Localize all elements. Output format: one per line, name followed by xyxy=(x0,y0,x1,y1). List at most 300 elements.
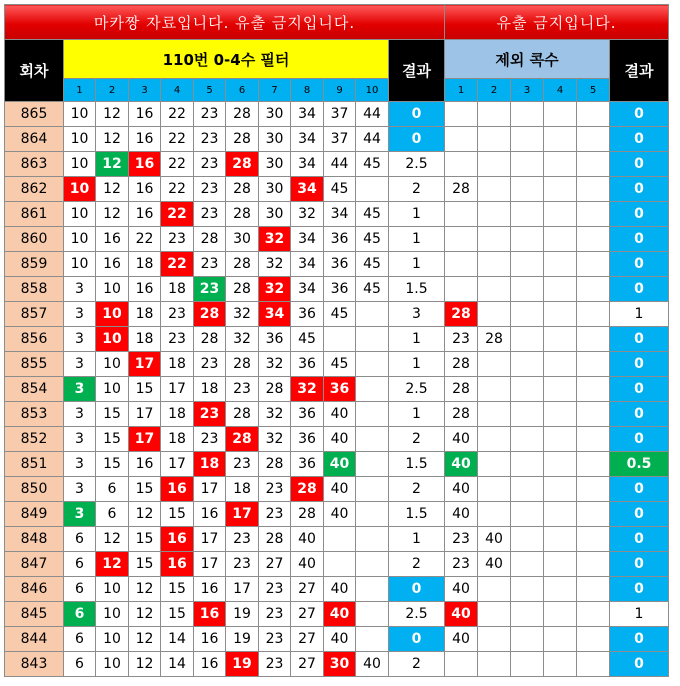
exclude-number-cell: 23 xyxy=(445,327,478,352)
exclude-number-cell xyxy=(544,202,577,227)
filter-number-cell: 40 xyxy=(324,502,356,527)
filter-number-cell: 12 xyxy=(96,127,129,152)
filter-number-cell: 34 xyxy=(291,177,324,202)
filter-number-cell: 16 xyxy=(129,277,161,302)
round-number: 861 xyxy=(5,202,64,227)
filter-number-cell: 10 xyxy=(64,177,96,202)
result2-cell: 0 xyxy=(610,627,669,652)
filter-number-cell: 34 xyxy=(291,152,324,177)
filter-number-cell xyxy=(356,352,389,377)
filter-number-cell xyxy=(356,627,389,652)
result2-cell: 0 xyxy=(610,152,669,177)
filter-number-cell: 34 xyxy=(259,302,291,327)
filter-number-cell: 36 xyxy=(259,327,291,352)
filter-number-cell: 16 xyxy=(194,627,226,652)
filter-number-cell: 23 xyxy=(259,602,291,627)
filter-number-cell: 10 xyxy=(64,252,96,277)
filter-number-cell: 28 xyxy=(291,477,324,502)
result-cell: 1 xyxy=(389,227,445,252)
filter-number-cell xyxy=(356,502,389,527)
filter-number-cell: 23 xyxy=(194,427,226,452)
filter-number-cell: 16 xyxy=(96,252,129,277)
filter-number-cell: 6 xyxy=(96,502,129,527)
exclude-number-cell xyxy=(544,352,577,377)
filter-number-cell: 10 xyxy=(64,127,96,152)
filter-number-cell: 32 xyxy=(226,327,259,352)
result-cell: 2 xyxy=(389,552,445,577)
result-cell: 0 xyxy=(389,627,445,652)
filter-number-cell: 36 xyxy=(291,452,324,477)
exclude-number-cell xyxy=(511,327,544,352)
filter-number-cell: 12 xyxy=(96,202,129,227)
exclude-number-cell xyxy=(544,127,577,152)
filter-number-cell: 18 xyxy=(194,377,226,402)
filter-number-cell: 44 xyxy=(356,102,389,127)
filter-number-cell: 30 xyxy=(259,202,291,227)
round-number: 855 xyxy=(5,352,64,377)
filter-number-cell: 36 xyxy=(291,352,324,377)
filter-col-number: 10 xyxy=(356,79,389,102)
table-row xyxy=(5,427,669,452)
exclude-number-cell: 28 xyxy=(445,177,478,202)
filter-number-cell: 22 xyxy=(161,252,194,277)
round-number: 857 xyxy=(5,302,64,327)
result2-cell: 0 xyxy=(610,527,669,552)
filter-number-cell: 44 xyxy=(356,127,389,152)
result2-cell: 0 xyxy=(610,127,669,152)
filter-number-cell: 45 xyxy=(291,327,324,352)
filter-number-cell: 6 xyxy=(64,627,96,652)
table-row xyxy=(5,327,669,352)
exclude-number-cell xyxy=(577,252,610,277)
table-row xyxy=(5,127,669,152)
result2-cell: 0 xyxy=(610,227,669,252)
filter-number-cell: 16 xyxy=(129,202,161,227)
filter-number-cell: 19 xyxy=(226,652,259,677)
filter-number-cell: 34 xyxy=(291,127,324,152)
filter-number-cell: 3 xyxy=(64,452,96,477)
exclude-number-cell xyxy=(478,402,511,427)
filter-number-cell: 23 xyxy=(259,652,291,677)
filter-number-cell: 15 xyxy=(161,602,194,627)
exclude-number-cell: 40 xyxy=(445,427,478,452)
filter-number-cell: 22 xyxy=(161,202,194,227)
result-cell: 1 xyxy=(389,252,445,277)
filter-number-cell: 3 xyxy=(64,277,96,302)
filter-number-cell: 27 xyxy=(291,652,324,677)
exclude-number-cell xyxy=(478,152,511,177)
filter-number-cell: 23 xyxy=(259,627,291,652)
exclude-number-cell xyxy=(577,627,610,652)
filter-number-cell: 40 xyxy=(356,652,389,677)
filter-number-cell xyxy=(356,602,389,627)
result-header: 결과 xyxy=(389,40,445,102)
exclude-number-cell xyxy=(478,452,511,477)
filter-number-cell: 40 xyxy=(324,627,356,652)
filter-number-cell: 15 xyxy=(129,552,161,577)
exclude-col-number: 5 xyxy=(577,79,610,102)
filter-number-cell: 34 xyxy=(324,202,356,227)
filter-number-cell: 19 xyxy=(226,602,259,627)
exclude-col-number: 4 xyxy=(544,79,577,102)
filter-number-cell: 28 xyxy=(226,102,259,127)
table-row xyxy=(5,452,669,477)
filter-number-cell xyxy=(356,527,389,552)
filter-number-cell: 36 xyxy=(291,402,324,427)
exclude-number-cell xyxy=(445,652,478,677)
filter-number-cell: 28 xyxy=(259,527,291,552)
round-header: 회차 xyxy=(5,40,64,102)
filter-number-cell xyxy=(356,477,389,502)
filter-number-cell: 23 xyxy=(194,252,226,277)
exclude-number-cell xyxy=(478,502,511,527)
filter-number-cell: 23 xyxy=(226,552,259,577)
filter-number-cell: 40 xyxy=(324,477,356,502)
filter-number-cell: 17 xyxy=(194,477,226,502)
result2-cell: 1 xyxy=(610,302,669,327)
result-cell: 2.5 xyxy=(389,152,445,177)
result2-cell: 0 xyxy=(610,252,669,277)
filter-number-cell: 18 xyxy=(161,427,194,452)
result2-cell: 0 xyxy=(610,377,669,402)
exclude-number-cell xyxy=(544,577,577,602)
filter-col-number: 6 xyxy=(226,79,259,102)
round-number: 843 xyxy=(5,652,64,677)
filter-number-cell: 36 xyxy=(324,377,356,402)
filter-number-cell: 32 xyxy=(226,302,259,327)
filter-number-cell: 12 xyxy=(129,502,161,527)
exclude-number-cell xyxy=(577,377,610,402)
filter-number-cell: 10 xyxy=(96,377,129,402)
round-number: 862 xyxy=(5,177,64,202)
result2-cell: 1 xyxy=(610,602,669,627)
exclude-col-number: 3 xyxy=(511,79,544,102)
filter-number-cell: 22 xyxy=(129,227,161,252)
exclude-number-cell xyxy=(511,477,544,502)
filter-number-cell: 16 xyxy=(129,102,161,127)
filter-number-cell xyxy=(356,552,389,577)
exclude-number-cell xyxy=(445,227,478,252)
filter-number-cell: 17 xyxy=(161,377,194,402)
exclude-number-cell xyxy=(511,602,544,627)
exclude-number-cell xyxy=(511,402,544,427)
filter-number-cell: 17 xyxy=(194,552,226,577)
filter-number-cell: 36 xyxy=(324,277,356,302)
exclude-number-cell xyxy=(478,127,511,152)
filter-number-cell: 16 xyxy=(96,227,129,252)
exclude-number-cell xyxy=(478,277,511,302)
exclude-number-cell: 40 xyxy=(445,627,478,652)
exclude-number-cell xyxy=(445,102,478,127)
filter-number-cell: 12 xyxy=(129,627,161,652)
round-number: 846 xyxy=(5,577,64,602)
filter-number-cell: 37 xyxy=(324,102,356,127)
filter-number-cell: 32 xyxy=(259,427,291,452)
filter-number-cell: 15 xyxy=(161,577,194,602)
result-cell: 1.5 xyxy=(389,502,445,527)
result-cell: 1 xyxy=(389,327,445,352)
exclude-number-cell xyxy=(544,552,577,577)
filter-number-cell: 3 xyxy=(64,377,96,402)
filter-number-cell: 10 xyxy=(64,202,96,227)
filter-number-cell: 12 xyxy=(96,152,129,177)
result2-cell: 0 xyxy=(610,552,669,577)
filter-number-cell: 45 xyxy=(356,202,389,227)
exclude-number-cell xyxy=(445,202,478,227)
result-cell: 1 xyxy=(389,402,445,427)
filter-number-cell: 34 xyxy=(291,252,324,277)
exclude-number-cell xyxy=(544,327,577,352)
filter-number-cell: 10 xyxy=(96,327,129,352)
filter-number-cell: 30 xyxy=(259,152,291,177)
round-number: 854 xyxy=(5,377,64,402)
filter-number-cell: 28 xyxy=(226,127,259,152)
filter-number-cell: 45 xyxy=(356,227,389,252)
exclude-number-cell xyxy=(544,377,577,402)
exclude-number-cell xyxy=(511,277,544,302)
filter-number-cell: 15 xyxy=(96,452,129,477)
exclude-number-cell xyxy=(478,627,511,652)
filter-number-cell: 28 xyxy=(226,427,259,452)
filter-number-cell: 32 xyxy=(259,402,291,427)
filter-number-cell: 45 xyxy=(324,302,356,327)
filter-number-cell: 28 xyxy=(259,377,291,402)
filter-number-cell: 18 xyxy=(129,327,161,352)
exclude-number-cell xyxy=(577,102,610,127)
filter-number-cell: 16 xyxy=(194,652,226,677)
exclude-number-cell: 28 xyxy=(445,377,478,402)
round-number: 848 xyxy=(5,527,64,552)
round-number: 852 xyxy=(5,427,64,452)
filter-number-cell: 16 xyxy=(161,552,194,577)
exclude-number-cell xyxy=(577,227,610,252)
exclude-number-cell xyxy=(478,602,511,627)
filter-number-cell: 30 xyxy=(259,177,291,202)
exclude-number-cell xyxy=(478,477,511,502)
exclude-number-cell xyxy=(544,302,577,327)
exclude-number-cell: 23 xyxy=(445,552,478,577)
filter-number-cell xyxy=(356,302,389,327)
filter-number-cell: 16 xyxy=(129,177,161,202)
exclude-number-cell xyxy=(577,127,610,152)
exclude-number-cell xyxy=(478,102,511,127)
filter-number-cell: 28 xyxy=(226,402,259,427)
exclude-number-cell xyxy=(511,527,544,552)
filter-number-cell: 27 xyxy=(291,602,324,627)
filter-number-cell: 23 xyxy=(161,302,194,327)
filter-col-number: 4 xyxy=(161,79,194,102)
result2-cell: 0 xyxy=(610,402,669,427)
filter-number-cell: 12 xyxy=(96,177,129,202)
table-row xyxy=(5,352,669,377)
exclude-number-cell xyxy=(577,602,610,627)
round-number: 860 xyxy=(5,227,64,252)
result2-cell: 0 xyxy=(610,327,669,352)
filter-col-number: 1 xyxy=(64,79,96,102)
table-row xyxy=(5,652,669,677)
exclude-number-cell xyxy=(577,577,610,602)
exclude-number-cell xyxy=(478,577,511,602)
filter-number-cell: 18 xyxy=(129,302,161,327)
filter-number-cell: 15 xyxy=(96,427,129,452)
filter-number-cell: 32 xyxy=(291,202,324,227)
result2-cell: 0 xyxy=(610,277,669,302)
result2-header: 결과 xyxy=(610,40,669,102)
filter-number-cell: 10 xyxy=(64,227,96,252)
filter-number-cell: 18 xyxy=(161,402,194,427)
filter-number-cell xyxy=(356,177,389,202)
filter-number-cell: 23 xyxy=(226,527,259,552)
filter-col-number: 3 xyxy=(129,79,161,102)
filter-number-cell: 23 xyxy=(194,127,226,152)
data-table xyxy=(4,4,669,677)
exclude-number-cell xyxy=(544,277,577,302)
exclude-number-cell: 40 xyxy=(478,552,511,577)
filter-number-cell: 12 xyxy=(129,577,161,602)
filter-number-cell: 40 xyxy=(324,577,356,602)
round-number: 845 xyxy=(5,602,64,627)
table-row xyxy=(5,227,669,252)
result2-cell: 0 xyxy=(610,102,669,127)
filter-number-cell: 23 xyxy=(161,227,194,252)
exclude-number-cell xyxy=(544,152,577,177)
filter-number-cell: 28 xyxy=(194,302,226,327)
filter-number-cell: 32 xyxy=(259,277,291,302)
exclude-number-cell: 28 xyxy=(478,327,511,352)
filter-number-cell: 37 xyxy=(324,127,356,152)
exclude-number-cell xyxy=(511,177,544,202)
filter-number-cell: 23 xyxy=(161,327,194,352)
exclude-number-cell xyxy=(511,652,544,677)
result-cell: 2 xyxy=(389,477,445,502)
filter-number-cell: 16 xyxy=(129,152,161,177)
exclude-number-cell: 40 xyxy=(445,577,478,602)
exclude-number-cell xyxy=(478,252,511,277)
filter-number-cell: 28 xyxy=(226,277,259,302)
result2-cell: 0 xyxy=(610,177,669,202)
filter-number-cell: 36 xyxy=(324,227,356,252)
filter-number-cell: 10 xyxy=(96,602,129,627)
filter-number-cell: 28 xyxy=(226,177,259,202)
result2-cell: 0 xyxy=(610,202,669,227)
filter-number-cell: 18 xyxy=(129,252,161,277)
exclude-number-cell xyxy=(544,477,577,502)
filter-number-cell: 12 xyxy=(96,527,129,552)
filter-number-cell: 23 xyxy=(259,477,291,502)
exclude-number-cell xyxy=(544,527,577,552)
exclude-number-cell xyxy=(511,152,544,177)
filter-number-cell xyxy=(356,427,389,452)
filter-number-cell: 22 xyxy=(161,177,194,202)
exclude-number-cell xyxy=(577,502,610,527)
exclude-number-cell xyxy=(445,252,478,277)
filter-col-number: 9 xyxy=(324,79,356,102)
round-number: 863 xyxy=(5,152,64,177)
filter-title: 110번 0-4수 필터 xyxy=(64,40,389,79)
filter-number-cell: 23 xyxy=(194,277,226,302)
filter-number-cell: 16 xyxy=(194,602,226,627)
exclude-number-cell xyxy=(511,452,544,477)
filter-number-cell: 3 xyxy=(64,327,96,352)
filter-number-cell xyxy=(324,327,356,352)
exclude-number-cell xyxy=(577,427,610,452)
exclude-number-cell: 28 xyxy=(445,352,478,377)
exclude-number-cell xyxy=(511,252,544,277)
exclude-col-number: 2 xyxy=(478,79,511,102)
exclude-number-cell xyxy=(577,527,610,552)
result-cell: 1 xyxy=(389,202,445,227)
result2-cell: 0.5 xyxy=(610,452,669,477)
exclude-number-cell xyxy=(511,577,544,602)
filter-number-cell: 12 xyxy=(96,552,129,577)
filter-number-cell: 22 xyxy=(161,127,194,152)
result2-cell: 0 xyxy=(610,502,669,527)
exclude-number-cell xyxy=(544,402,577,427)
exclude-number-cell xyxy=(577,302,610,327)
exclude-number-cell xyxy=(478,202,511,227)
round-number: 849 xyxy=(5,502,64,527)
filter-number-cell xyxy=(356,327,389,352)
table-row xyxy=(5,277,669,302)
filter-number-cell: 3 xyxy=(64,352,96,377)
filter-number-cell: 12 xyxy=(96,102,129,127)
filter-number-cell: 15 xyxy=(96,402,129,427)
exclude-number-cell xyxy=(577,177,610,202)
filter-number-cell: 16 xyxy=(161,477,194,502)
banner-left: 마카짱 자료입니다. 유출 금지입니다. xyxy=(5,5,445,40)
filter-number-cell: 45 xyxy=(356,277,389,302)
result2-cell: 0 xyxy=(610,652,669,677)
exclude-number-cell xyxy=(577,552,610,577)
filter-number-cell: 23 xyxy=(194,102,226,127)
exclude-number-cell xyxy=(577,652,610,677)
exclude-number-cell xyxy=(577,202,610,227)
filter-number-cell: 36 xyxy=(291,302,324,327)
filter-number-cell: 18 xyxy=(161,277,194,302)
filter-number-cell: 17 xyxy=(129,352,161,377)
filter-number-cell: 28 xyxy=(194,327,226,352)
filter-number-cell: 45 xyxy=(324,352,356,377)
exclude-number-cell xyxy=(511,352,544,377)
result2-cell: 0 xyxy=(610,427,669,452)
filter-number-cell: 14 xyxy=(161,652,194,677)
exclude-number-cell: 40 xyxy=(445,477,478,502)
filter-number-cell: 23 xyxy=(259,502,291,527)
exclude-number-cell xyxy=(511,552,544,577)
filter-number-cell: 23 xyxy=(226,377,259,402)
exclude-number-cell xyxy=(511,127,544,152)
filter-number-cell xyxy=(356,402,389,427)
result2-cell: 0 xyxy=(610,352,669,377)
round-number: 850 xyxy=(5,477,64,502)
exclude-number-cell: 40 xyxy=(445,502,478,527)
round-number: 851 xyxy=(5,452,64,477)
filter-number-cell xyxy=(324,527,356,552)
result-cell: 1 xyxy=(389,527,445,552)
filter-number-cell: 17 xyxy=(129,402,161,427)
exclude-number-cell xyxy=(511,227,544,252)
exclude-number-cell xyxy=(478,652,511,677)
filter-number-cell: 40 xyxy=(324,602,356,627)
result-cell: 2 xyxy=(389,652,445,677)
filter-number-cell: 27 xyxy=(259,552,291,577)
exclude-number-cell xyxy=(577,327,610,352)
round-number: 865 xyxy=(5,102,64,127)
filter-number-cell: 36 xyxy=(324,252,356,277)
filter-number-cell: 28 xyxy=(226,352,259,377)
filter-number-cell: 23 xyxy=(194,202,226,227)
result2-cell: 0 xyxy=(610,477,669,502)
